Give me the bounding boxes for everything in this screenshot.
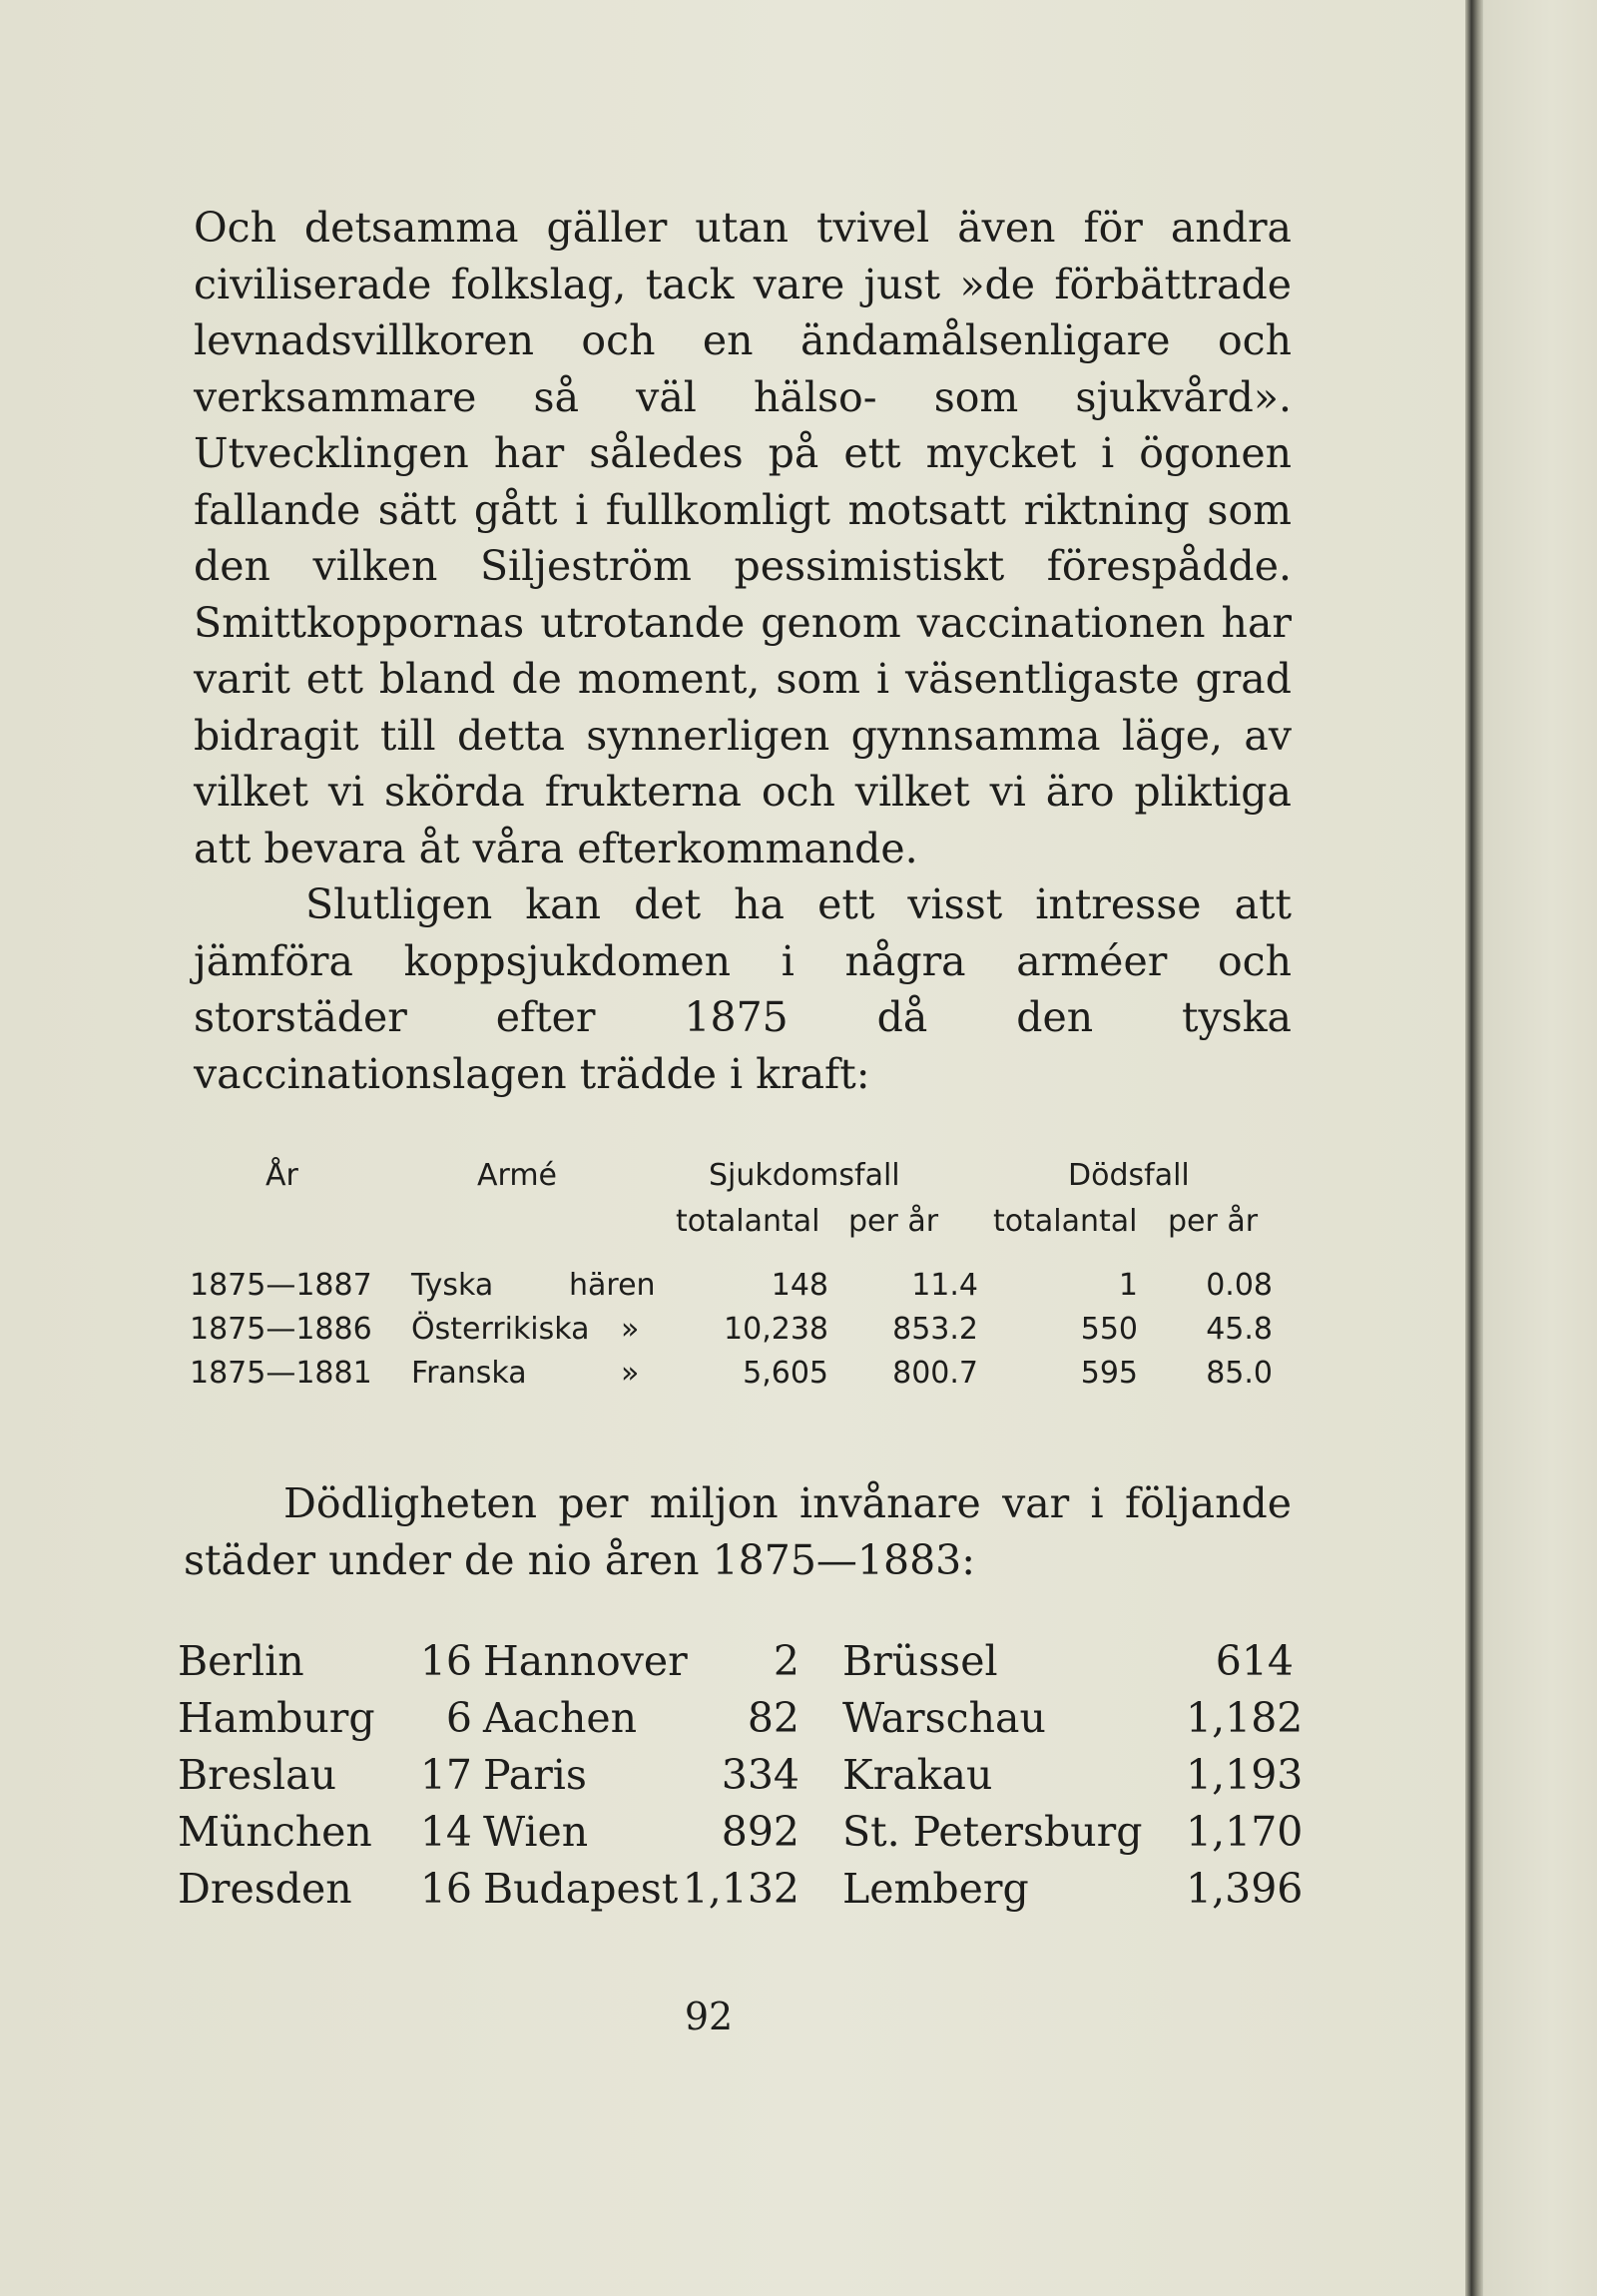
city-value: 16: [419, 1637, 472, 1685]
table-row: [178, 1808, 1304, 1865]
city-mortality-table: [178, 1637, 1304, 1922]
city-value: 16: [419, 1865, 472, 1913]
city-value: 892: [721, 1808, 799, 1856]
row-deaths-total: 1: [1118, 1268, 1138, 1303]
city-value: 614: [1215, 1637, 1294, 1685]
city-name: Warschau: [842, 1694, 1046, 1742]
row-army: Tyska: [411, 1268, 494, 1303]
city-name: Aachen: [483, 1694, 638, 1742]
row-years: 1875—1881: [190, 1356, 372, 1391]
header-cases: Sjukdomsfall: [709, 1158, 900, 1193]
row-army-suffix: »: [621, 1356, 640, 1391]
row-cases-total: 148: [771, 1268, 828, 1303]
page-edge-shadow: [1465, 0, 1483, 2296]
table-row: [178, 1637, 1294, 1694]
city-value: 1,396: [1186, 1865, 1304, 1913]
city-name: Krakau: [842, 1751, 993, 1799]
body-text: [194, 200, 1292, 1102]
army-smallpox-table: [190, 1158, 1288, 1400]
header-army: Armé: [477, 1158, 558, 1193]
city-value: 82: [747, 1694, 799, 1742]
mortality-intro: Dödligheten per miljon invånare var i följande städer under de nio åren 1875—1883:: [184, 1479, 1292, 1584]
city-name: Hannover: [483, 1637, 688, 1685]
table-subheader-row: [190, 1204, 1288, 1250]
page-number: 92: [684, 1995, 734, 2038]
city-name: München: [178, 1808, 372, 1856]
subheader-deaths-per-year: per år: [1168, 1204, 1259, 1239]
city-name: Brüssel: [842, 1637, 998, 1685]
city-name: Paris: [483, 1751, 587, 1799]
table-header-row: [190, 1158, 1288, 1204]
subheader-cases-total: totalantal: [676, 1204, 820, 1239]
row-army-suffix: hären: [569, 1268, 656, 1303]
row-years: 1875—1887: [190, 1268, 372, 1303]
row-army: Österrikiska: [411, 1312, 590, 1347]
row-deaths-per-year: 85.0: [1206, 1356, 1273, 1391]
subheader-cases-per-year: per år: [848, 1204, 939, 1239]
row-deaths-total: 550: [1080, 1312, 1138, 1347]
table-row: [190, 1312, 1288, 1356]
row-cases-total: 5,605: [743, 1356, 828, 1391]
city-value: 2: [773, 1637, 799, 1685]
city-name: Berlin: [178, 1637, 304, 1685]
row-army-suffix: »: [621, 1312, 640, 1347]
row-cases-per-year: 800.7: [892, 1356, 978, 1391]
paragraph-comparison-intro: Slutligen kan det ha ett visst intresse att jämföra koppsjukdomen i några arméer och storstäder efter 1875 då den tyska vaccinationslagen trädde i kraft:: [194, 880, 1292, 1098]
table-row: [190, 1356, 1288, 1400]
paragraph-civilized-peoples: Och detsamma gäller utan tvivel även för andra civiliserade folkslag, tack vare just »de förbättrade levnadsvillkoren och en ändamålsenligare och verksammare så väl hälso- som sjukvård». Utvecklingen har således på ett mycket i ögonen fallande sätt gått i fullkomligt motsatt riktning som den vilken Siljeström pessimistiskt förespådde. Smittkoppornas utrotande genom vaccinationen har varit ett bland de moment, som i väsentligaste grad bidragit till detta synnerligen gynnsamma läge, av vilket vi skörda frukterna och vilket vi äro pliktiga att bevara åt våra efterkommande.: [194, 204, 1292, 872]
city-value: 6: [445, 1694, 472, 1742]
table-row: [178, 1694, 1304, 1751]
header-deaths: Dödsfall: [1068, 1158, 1190, 1193]
city-name: Budapest: [483, 1865, 679, 1913]
mortality-text: [184, 1475, 1292, 1588]
adjacent-page-edge: [1483, 0, 1597, 2296]
row-army: Franska: [411, 1356, 527, 1391]
row-cases-per-year: 853.2: [892, 1312, 978, 1347]
row-cases-per-year: 11.4: [911, 1268, 978, 1303]
city-value: 1,193: [1186, 1751, 1304, 1799]
city-value: 1,170: [1186, 1808, 1304, 1856]
city-value: 14: [419, 1808, 472, 1856]
row-deaths-per-year: 0.08: [1206, 1268, 1273, 1303]
city-name: Hamburg: [178, 1694, 375, 1742]
city-name: Dresden: [178, 1865, 352, 1913]
row-deaths-per-year: 45.8: [1206, 1312, 1273, 1347]
table-row: [178, 1865, 1304, 1922]
city-name: Breslau: [178, 1751, 336, 1799]
row-deaths-total: 595: [1080, 1356, 1138, 1391]
city-value: 334: [721, 1751, 799, 1799]
table-row: [178, 1751, 1304, 1808]
row-years: 1875—1886: [190, 1312, 372, 1347]
city-value: 1,182: [1186, 1694, 1304, 1742]
city-value: 17: [419, 1751, 472, 1799]
city-value: 1,132: [682, 1865, 799, 1913]
header-year: År: [266, 1158, 298, 1193]
city-name: Lemberg: [842, 1865, 1029, 1913]
table-row: [190, 1268, 1288, 1312]
subheader-deaths-total: totalantal: [993, 1204, 1138, 1239]
row-cases-total: 10,238: [724, 1312, 828, 1347]
city-name: Wien: [483, 1808, 589, 1856]
city-name: St. Petersburg: [842, 1808, 1143, 1856]
